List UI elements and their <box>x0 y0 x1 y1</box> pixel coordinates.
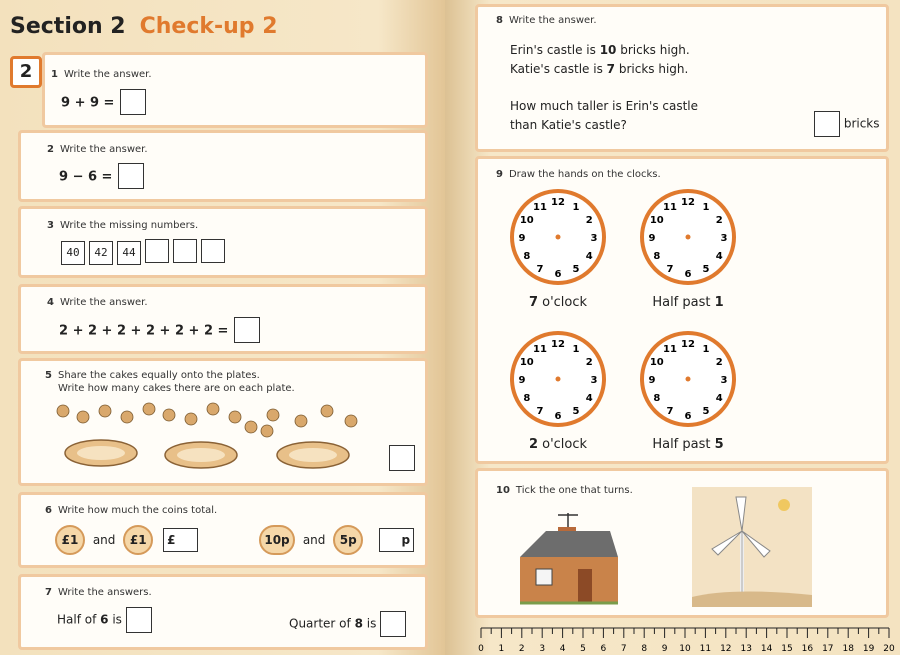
q1-instruction: 1 Write the answer. <box>51 69 152 80</box>
number-tile: 42 <box>89 241 113 265</box>
clock-numeral: 10 <box>519 357 534 368</box>
wind-turbine-illustration[interactable] <box>692 487 812 607</box>
clock-numeral: 11 <box>663 343 677 355</box>
clock-numeral: 1 <box>702 343 710 355</box>
clock-numeral: 8 <box>653 251 661 262</box>
question-4-box <box>18 284 428 354</box>
clock-face[interactable] <box>638 329 738 429</box>
and-label: and <box>302 532 326 547</box>
q2-instruction: 2 Write the answer. <box>47 144 148 155</box>
clock-numeral: 8 <box>653 393 661 404</box>
ruler-tick-label: 5 <box>580 644 586 654</box>
clock-numeral: 7 <box>536 406 544 418</box>
q8-fact-erin: Erin's castle is 10 bricks high. <box>510 43 690 57</box>
clock-2[interactable] <box>638 187 738 310</box>
clock-centre-dot <box>686 377 691 382</box>
clock-numeral: 4 <box>715 393 723 404</box>
ruler-tick-label: 4 <box>559 644 566 654</box>
clock-1[interactable] <box>508 187 608 310</box>
clock-numeral: 1 <box>702 201 710 213</box>
ruler-tick-label: 9 <box>661 644 668 654</box>
question-8-box <box>475 4 889 152</box>
coin-10p: 10p <box>259 525 295 555</box>
clock-numeral: 8 <box>523 393 531 404</box>
clock-numeral: 3 <box>720 233 728 244</box>
ruler-tick-label: 0 <box>478 644 484 654</box>
pound-unit-label: £ <box>167 533 176 547</box>
q7-half-answer-box[interactable] <box>126 607 152 633</box>
q1-answer-box[interactable] <box>120 89 146 115</box>
clock-numeral: 3 <box>590 375 598 386</box>
ruler-tick-label: 3 <box>539 644 546 654</box>
ruler-tick-label: 11 <box>699 644 712 654</box>
question-6-box <box>18 492 428 568</box>
q5-instruction: 5 Share the cakes equally onto the plates. Write how many cakes there are on each plate. <box>45 370 295 394</box>
clock-numeral: 5 <box>702 406 710 418</box>
question-9-box <box>475 156 889 464</box>
house-with-aerial-illustration[interactable] <box>512 507 622 607</box>
ruler-tick-label: 6 <box>600 644 607 654</box>
cakes-and-plates-illustration <box>51 397 381 473</box>
ruler-tick-label: 17 <box>822 644 834 654</box>
q6-instruction: 6 Write how much the coins total. <box>45 505 218 516</box>
page-header <box>10 14 278 39</box>
q2-sum-row <box>59 163 144 189</box>
question-5-box <box>18 358 428 486</box>
clock-numeral: 9 <box>518 233 526 244</box>
q7-instruction: 7 Write the answers. <box>45 587 152 598</box>
clock-face[interactable] <box>508 187 608 287</box>
clock-numeral: 4 <box>585 393 593 404</box>
ruler-tick-label: 20 <box>883 644 895 654</box>
clock-numeral: 1 <box>572 343 580 355</box>
q6-pence-answer-box[interactable] <box>379 528 414 552</box>
clock-label: Half past 1 <box>652 295 724 310</box>
missing-number-box[interactable] <box>145 239 169 263</box>
clock-numeral: 7 <box>536 264 544 276</box>
coin-5p: 5p <box>333 525 363 555</box>
clock-numeral: 2 <box>585 357 593 368</box>
clock-centre-dot <box>686 235 691 240</box>
q6-coins-row <box>55 525 198 555</box>
clock-numeral: 12 <box>681 197 695 208</box>
ruler-tick-label: 16 <box>801 644 814 654</box>
question-3-box <box>18 206 428 278</box>
left-page <box>0 0 445 655</box>
q6-pound-answer-box[interactable] <box>163 528 198 552</box>
clock-numeral: 10 <box>649 357 664 368</box>
clock-3[interactable] <box>508 329 608 452</box>
question-1-box <box>42 52 428 128</box>
ruler-tick-label: 7 <box>620 644 627 654</box>
q6-pence-row <box>259 525 414 555</box>
clock-face[interactable] <box>508 329 608 429</box>
q8-question: How much taller is Erin's castle than Katie's castle? <box>510 99 699 132</box>
q2-sum: 9 − 6 = <box>59 169 113 185</box>
clock-numeral: 11 <box>533 343 547 355</box>
question-7-box <box>18 574 428 650</box>
clock-numeral: 10 <box>649 215 664 226</box>
clock-numeral: 8 <box>523 251 531 262</box>
clock-numeral: 3 <box>590 233 598 244</box>
ruler-tick-label: 18 <box>842 644 854 654</box>
checkup-badge: 2 <box>10 56 42 88</box>
ruler-tick-label: 8 <box>641 644 648 654</box>
coin-pound: £1 <box>123 525 153 555</box>
ruler-tick-label: 15 <box>781 644 793 654</box>
clock-numeral: 11 <box>663 201 677 213</box>
clock-label: 7 o'clock <box>528 295 588 310</box>
clock-numeral: 3 <box>720 375 728 386</box>
ruler-tick-label: 10 <box>679 644 691 654</box>
q8-instruction: 8 Write the answer. <box>496 15 597 26</box>
clock-numeral: 5 <box>572 264 580 276</box>
clock-numeral: 9 <box>518 375 526 386</box>
clock-numeral: 2 <box>585 215 593 226</box>
section-title: Section 2 <box>10 14 126 39</box>
right-page <box>445 0 900 655</box>
clock-label: 2 o'clock <box>528 437 588 452</box>
missing-number-box[interactable] <box>173 239 197 263</box>
clock-numeral: 7 <box>666 264 674 276</box>
clock-numeral: 5 <box>702 264 710 276</box>
q4-sum: 2 + 2 + 2 + 2 + 2 + 2 = <box>59 323 229 339</box>
checkup-title: Check-up 2 <box>139 14 278 39</box>
clock-numeral: 11 <box>533 201 547 213</box>
clock-face[interactable] <box>638 187 738 287</box>
clock-label: Half past 5 <box>652 437 724 452</box>
clock-numeral: 12 <box>551 197 565 208</box>
ruler-tick-label: 1 <box>498 644 505 654</box>
question-2-box <box>18 130 428 202</box>
clock-numeral: 4 <box>585 251 593 262</box>
q1-sum-row <box>61 89 146 115</box>
q2-answer-box[interactable] <box>118 163 144 189</box>
clock-centre-dot <box>556 235 561 240</box>
q10-instruction: 10 Tick the one that turns. <box>496 485 633 496</box>
coin-pound: £1 <box>55 525 85 555</box>
question-10-box <box>475 468 889 618</box>
clock-numeral: 6 <box>684 269 692 280</box>
q3-instruction: 3 Write the missing numbers. <box>47 220 199 231</box>
clock-centre-dot <box>556 377 561 382</box>
bricks-label: bricks <box>843 116 880 131</box>
clock-numeral: 10 <box>519 215 534 226</box>
clock-numeral: 6 <box>554 411 562 422</box>
q5-answer-box[interactable] <box>389 445 415 471</box>
q1-sum: 9 + 9 = <box>61 95 115 111</box>
clock-numeral: 1 <box>572 201 580 213</box>
number-tile: 44 <box>117 241 141 265</box>
clock-numeral: 7 <box>666 406 674 418</box>
q9-instruction: 9 Draw the hands on the clocks. <box>496 169 661 180</box>
q4-answer-box[interactable] <box>234 317 260 343</box>
q3-sequence <box>61 239 225 265</box>
number-ruler <box>475 624 895 654</box>
clock-numeral: 6 <box>684 411 692 422</box>
q8-fact-katie: Katie's castle is 7 bricks high. <box>510 62 689 76</box>
pence-unit-label: p <box>401 533 411 547</box>
q8-answer-box[interactable] <box>814 111 840 137</box>
and-label: and <box>92 532 116 547</box>
q4-instruction: 4 Write the answer. <box>47 297 148 308</box>
ruler-tick-label: 12 <box>720 644 732 654</box>
clock-numeral: 9 <box>648 375 656 386</box>
clock-numeral: 6 <box>554 269 562 280</box>
q7-half-row: Half of 6 is <box>57 607 152 633</box>
number-tile: 40 <box>61 241 85 265</box>
q8-answer-row <box>814 111 880 137</box>
q7-quarter-row: Quarter of 8 is <box>289 611 406 637</box>
missing-number-box[interactable] <box>201 239 225 263</box>
q8-facts <box>510 41 690 79</box>
ruler-tick-label: 2 <box>518 644 525 654</box>
ruler-tick-label: 14 <box>760 644 773 654</box>
clock-numeral: 5 <box>572 406 580 418</box>
ruler-tick-label: 13 <box>740 644 752 654</box>
clock-numeral: 4 <box>715 251 723 262</box>
clock-numeral: 2 <box>715 357 723 368</box>
clock-numeral: 12 <box>551 339 565 350</box>
clock-4[interactable] <box>638 329 738 452</box>
clock-numeral: 12 <box>681 339 695 350</box>
q4-sum-row <box>59 317 260 343</box>
q7-quarter-answer-box[interactable] <box>380 611 406 637</box>
ruler-tick-label: 19 <box>862 644 875 654</box>
clock-numeral: 2 <box>715 215 723 226</box>
clock-numeral: 9 <box>648 233 656 244</box>
